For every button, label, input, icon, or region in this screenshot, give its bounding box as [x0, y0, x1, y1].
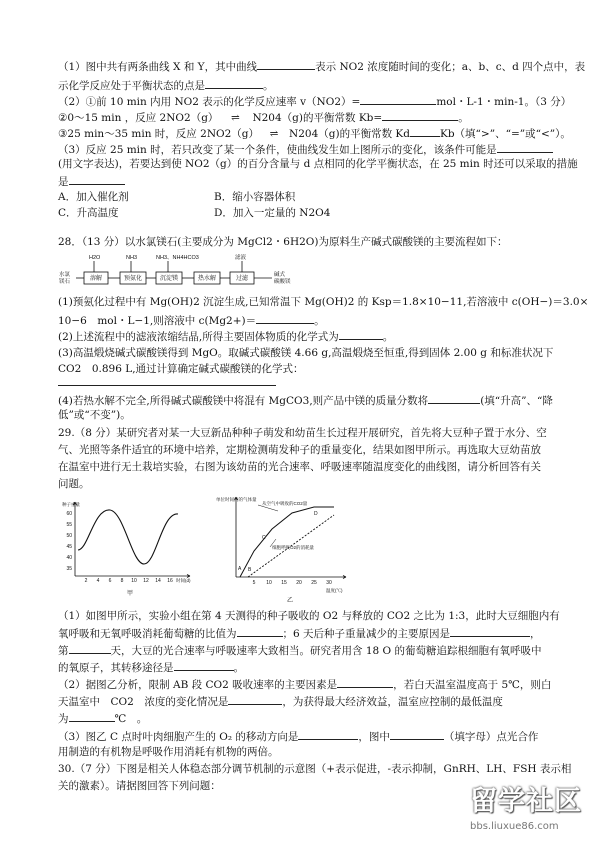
q27-line-5: ③25 min～35 min 时，反应 2NO2（g） ⇌ N204（g)的平衡常数 Kd Kb（填“>”、“=”或“<”）。 [58, 125, 571, 141]
jia-xtick: 14 [155, 578, 161, 584]
yi-series-label: 从空气中吸收的CO2量 [262, 501, 308, 506]
yi-co2-absorb-curve [240, 507, 334, 577]
q28-p3-line-1: (3)高温煅烧碱式碳酸镁得到 MgO。取碱式碳酸镁 4.66 g,高温煅烧至恒重,得到固体 2.00 g 和标准状况下 [58, 347, 554, 359]
flow-reagent-label: NH3 [126, 255, 138, 261]
flow-reagent-label: 滤液 [235, 255, 247, 261]
watermark-logo [470, 786, 592, 842]
answer-blank[interactable] [237, 625, 283, 637]
jia-weight-curve [78, 510, 178, 564]
jia-xtick: 2 [84, 578, 88, 584]
flow-start-label: 水氯 [59, 272, 71, 278]
option-d[interactable]: D．加入一定量的 N2O4 [214, 207, 331, 219]
flow-start-label: 镁石 [59, 279, 71, 285]
yi-point-label: C [262, 535, 266, 541]
yi-point-label: B [248, 567, 252, 573]
q27-line-1: （1）图中共有两条曲线 X 和 Y，其中曲线 表示 NO2 浓度随时间的变化；a、b、c、d 四个点中，表 [58, 58, 585, 74]
answer-blank[interactable] [69, 710, 115, 722]
yi-xtick: 15 [281, 580, 287, 586]
q29-a2: 氧呼吸和无氧呼吸消耗葡萄糖的比值为 ；6 天后种子重量减少的主要原因是 ， [58, 625, 541, 641]
answer-blank[interactable] [390, 728, 444, 740]
answer-blank[interactable] [428, 392, 480, 404]
answer-blank[interactable] [450, 625, 530, 637]
q29-line-3: 在温室中进行无土栽培实验，右图为该幼苗的光合速率、呼吸速率随温度变化的曲线图，请分析回答有关 [58, 461, 541, 473]
jia-ylabel: 种子重量 [62, 502, 80, 507]
q29-a5: （2）据图乙分析，限制 AB 段 CO2 吸收速率的主要因素是 ，若白天温室温度高于 5℃，则白 [58, 676, 551, 692]
q27-line-6: （3）反应 25 min 时，若只改变了某一个条件，使曲线发生如上图所示的变化，该条件可能是 [58, 141, 553, 157]
q28-p4-line-2: 低”或“不变”)。 [58, 409, 131, 421]
option-a[interactable]: A．加入催化剂 [58, 191, 129, 203]
answer-blank[interactable] [69, 173, 125, 185]
q27-line-2: 示化学反应处于平衡状态的点是 。 [58, 77, 274, 93]
yi-xtick: 25 [311, 580, 317, 586]
q27-line-8: 是 [58, 173, 125, 189]
answer-blank[interactable] [339, 328, 383, 340]
answer-blank[interactable] [205, 77, 263, 89]
figure-yi-temperature [214, 493, 354, 605]
answer-blank[interactable] [298, 728, 358, 740]
equilibrium-arrow-icon: ⇌ [231, 112, 240, 124]
jia-ytick: 35 [66, 566, 72, 572]
answer-blank[interactable] [256, 312, 314, 324]
jia-xtick: 4 [96, 578, 100, 584]
q27-line-7: (用文字表达)，若要达到使 NO2（g）的百分含量与 d 点相同的化学平衡状态，在 25 min 时还可以采取的措施 [58, 158, 578, 170]
flow-box-label: 预氨化 [123, 276, 143, 282]
option-b[interactable]: B．缩小容器体积 [214, 191, 296, 203]
q28-p1-line-2: 10−6 mol・L−1,则溶液中 c(Mg2+)＝ 。 [58, 312, 325, 328]
option-c[interactable]: C．升高温度 [58, 207, 119, 219]
q30-line-1: 30.（7 分）下图是相关人体稳态部分调节机制的示意图（+表示促进，-表示抑制，GnRH、LH、FSH 表示相 [58, 763, 572, 775]
flow-box-label: 热水解 [197, 276, 217, 282]
jia-caption: 甲 [126, 591, 134, 597]
yi-point-label: A [238, 566, 242, 572]
watermark-url: bbs.liuxue86.com [470, 821, 559, 832]
flow-box-label: 过滤 [235, 276, 249, 282]
q29-a7: 为 ℃ 。 [58, 710, 147, 726]
q27-line-4: ②0～15 min ，反应 2NO2（g） ⇌ N204（g)的平衡常数 Kb= 。 [58, 109, 469, 125]
q28-p3-answer-line[interactable] [58, 376, 276, 390]
q29-line-4: 问题。 [58, 478, 90, 490]
flow-box-label: 溶解 [89, 276, 103, 282]
flow-box-label: 沉淀镁 [159, 276, 179, 282]
q29-a3: 第 天，大豆的光合速率与呼吸速率大致相当。研究者用含 18 O 的葡萄糖追踪根细胞有氧呼吸中 [58, 642, 541, 658]
flow-reagent-label: H2O [89, 255, 101, 261]
q28-p4-line-1: (4)若热水解不完全,所得碱式碳酸镁中将混有 MgCO3,则产品中镁的质量分数将 (填“升高”、“降 [58, 392, 553, 408]
q28-p1-line-1: (1)预氨化过程中有 Mg(OH)2 沉淀生成,已知常温下 Mg(OH)2 的 Ksp＝1.8×10−11,若溶液中 c(OH−)＝3.0× [58, 296, 589, 308]
answer-blank[interactable] [174, 659, 234, 671]
jia-ytick: 50 [66, 533, 72, 539]
answer-blank[interactable] [228, 693, 282, 705]
flow-end-label: 碱式 [274, 272, 286, 278]
watermark-brand: 留学社区 [470, 786, 582, 817]
answer-blank[interactable] [69, 642, 111, 654]
flow-end-label: 碳酸镁 [274, 279, 291, 285]
yi-xtick: 20 [296, 580, 302, 586]
yi-series-label: 细胞呼吸O2的消耗量 [272, 545, 315, 550]
q29-a1: （1）如图甲所示，实验小组在第 4 天测得的种子吸收的 O2 与释放的 CO2 之比为 1:3，此时大豆细胞内有 [58, 610, 560, 622]
jia-xtick: 12 [143, 578, 149, 584]
yi-xtick: 5 [252, 580, 256, 586]
yi-caption: 乙 [286, 598, 294, 604]
q29-a9: 用制造的有机物是呼吸作用消耗有机物的两倍。 [58, 746, 279, 758]
jia-ytick: 60 [66, 511, 72, 517]
jia-xtick: 8 [120, 578, 124, 584]
figure-jia-seed-weight [58, 498, 208, 598]
jia-xtick: 6 [108, 578, 112, 584]
answer-blank[interactable] [382, 109, 458, 121]
jia-xtick: 16 [167, 578, 173, 584]
jia-ytick: 55 [66, 522, 72, 528]
yi-xtick: 30 [326, 580, 332, 586]
q30-line-2: 关的激素）。请据图回答下列问题： [58, 780, 221, 792]
yi-respiration-curve [248, 515, 334, 577]
yi-xtick: 10 [266, 580, 272, 586]
jia-xtick: 10 [131, 578, 137, 584]
q27-line-3: （2）①前 10 min 内用 NO2 表示的化学反应速率 v（NO2）= mol・L-1・min-1。（3 分） [58, 93, 571, 109]
q29-a6: 天温室中 CO2 浓度的变化情况是 ，为获得最大经济效益，温室应控制的最低温度 [58, 693, 503, 709]
q29-line-2: 气、光照等条件适宜的环境中培养，定期检测萌发种子的重量变化，结果如图甲所示。再选取大豆幼苗放 [58, 444, 541, 456]
q29-a8: （3）图乙 C 点时叶肉细胞产生的 O₂ 的移动方向是 ，图中 （填字母）点光合作 [58, 728, 538, 744]
answer-blank[interactable] [360, 93, 436, 105]
answer-blank[interactable] [497, 141, 553, 153]
yi-point-label: D [314, 511, 318, 517]
yi-ylabel: 单位时间内的气体量 [216, 497, 257, 502]
jia-xlabel: 时间(d) [176, 578, 191, 583]
answer-blank[interactable] [257, 58, 315, 70]
yi-xlabel: 温度(℃) [326, 588, 343, 593]
process-flow-diagram [58, 250, 308, 292]
equilibrium-arrow-icon: ⇌ [269, 128, 279, 140]
flow-reagent-label: NH3、NH4HCO3 [156, 255, 199, 261]
answer-blank[interactable] [337, 676, 393, 688]
answer-blank[interactable] [410, 125, 440, 137]
jia-ytick: 40 [66, 555, 72, 561]
q28-p2: (2)上述流程中的滤液浓缩结晶,所得主要固体物质的化学式为 。 [58, 328, 393, 344]
jia-ytick: 45 [66, 544, 72, 550]
q29-a4: 的氧原子，其转移途径是 。 [58, 659, 244, 675]
q28-p3-line-2: CO2 0.896 L,通过计算确定碱式碳酸镁的化学式： [58, 363, 304, 375]
q28-title: 28．（13 分）以水氯镁石(主要成分为 MgCl2・6H2O)为原料生产碱式碳酸镁的主要流程如下： [58, 236, 508, 248]
q29-line-1: 29.（8 分）某研究者对某一大豆新品种种子萌发和幼苗生长过程开展研究，首先将大豆种子置于水分、空 [58, 427, 547, 439]
